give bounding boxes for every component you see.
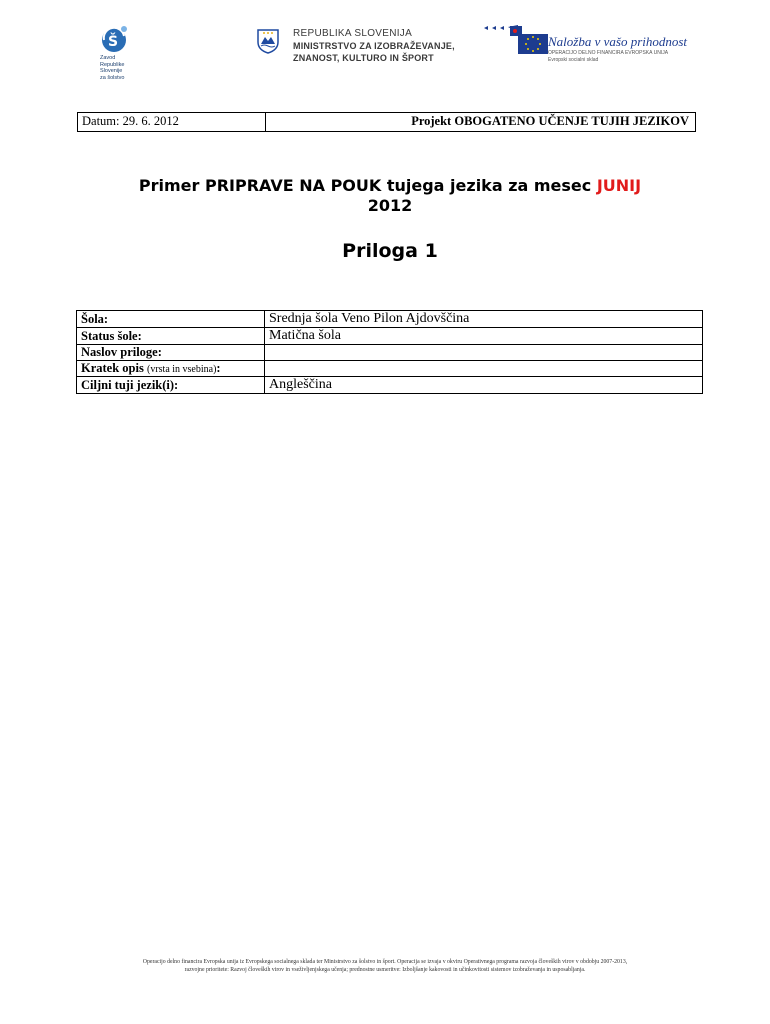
project-name: Projekt OBOGATENO UČENJE TUJIH JEZIKOV [411, 114, 689, 128]
row-key: Ciljni tuji jezik(i): [77, 377, 265, 394]
row-key: Naslov priloge: [77, 345, 265, 361]
attachment-heading: Priloga 1 [342, 240, 438, 262]
ministry-name [293, 27, 455, 64]
table-row [77, 345, 703, 361]
date-field: Datum: 29. 6. 2012 [78, 113, 266, 131]
ministry-line: ZNANOST, KULTURO IN ŠPORT [293, 53, 434, 63]
title-month: JUNIJ [596, 176, 642, 195]
row-key: Šola: [77, 311, 265, 328]
row-key [77, 361, 265, 377]
footer-line: Operacijo delno financira Evropska unija iz Evropskega socialnega sklada ter Ministrstvo za šolstvo in šport. Operacija se izvaja v okviru Operativnega programa razvoja človeških virov v obdobju 2007-2013, [142, 959, 628, 965]
table-row [77, 328, 703, 345]
row-key-note: (vrsta in vsebina) [146, 364, 217, 375]
eu-subtext: OPERACIJO DELNO FINANCIRA EVROPSKA UNIJA Evropski socialni sklad [548, 50, 668, 63]
row-key: Status šole: [77, 328, 265, 345]
row-value: Angleščina [265, 377, 703, 394]
footer-line: razvojne prioritete: Razvoj človeških virov in vseživljenjskega učenja; prednostne usmeritve: Izboljšanje kakovosti in učinkovitosti sistemov izobraževanja in usposabljanja. [184, 967, 586, 973]
document-title [60, 176, 720, 216]
row-key-suffix: : [216, 361, 221, 375]
zrss-name [100, 55, 150, 81]
zrss-line: za šolstvo [100, 74, 125, 81]
svg-text:Š: Š [108, 34, 119, 50]
table-row [77, 311, 703, 328]
ministry-line: MINISTRSTVO ZA IZOBRAŽEVANJE, [293, 41, 455, 51]
zrss-line: Slovenije [100, 68, 123, 74]
row-value: Srednja šola Veno Pilon Ajdovščina [265, 311, 703, 328]
table-row [77, 361, 703, 377]
funding-footer [95, 958, 675, 974]
eu-flag-icon [482, 22, 552, 66]
title-main: Primer PRIPRAVE NA POUK tujega jezika za mesec [138, 176, 592, 195]
school-info-table [76, 310, 703, 394]
info-bar [77, 112, 696, 132]
zrss-line: Zavod [100, 55, 116, 61]
slovenia-coat-of-arms-icon [256, 28, 280, 54]
row-value [265, 361, 703, 377]
ministry-line: REPUBLIKA SLOVENIJA [293, 28, 413, 39]
zrss-line: Republike [100, 61, 125, 68]
row-value [265, 345, 703, 361]
row-value: Matična šola [265, 328, 703, 345]
table-row [77, 377, 703, 394]
title-year: 2012 [367, 196, 413, 215]
row-key-main: Kratek opis [81, 361, 144, 375]
eu-slogan: Naložba v vašo prihodnost [548, 34, 688, 49]
